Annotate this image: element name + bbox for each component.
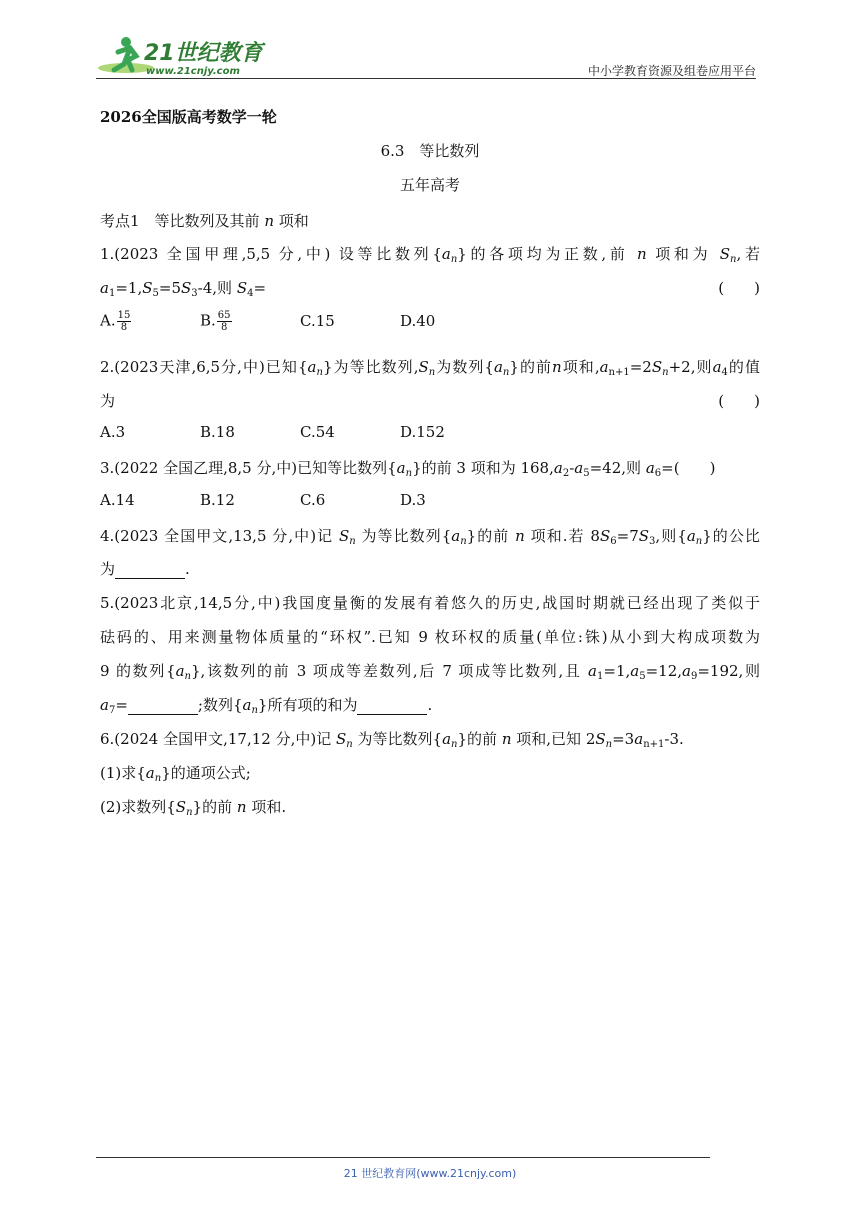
question-5-line-4: $a_7=$ ;数列$\{a_n\}$所有项的和为 . — [100, 696, 433, 716]
question-5-line-3: 9 的数列$\{a_n\}$,该数列的前 3 项成等差数列,后 7 项成等比数列,且 $a_1=1,a_5=12,a_9=192$,则 — [100, 662, 761, 682]
question-1-line-1: 1.(2023 全国甲理,5,5 分,中) 设等比数列$\{a_n\}$的各项均为正数,前 n 项和为 $S_n$,若 — [100, 245, 760, 265]
option-d: D.152 — [400, 423, 445, 441]
platform-name: 中小学教育资源及组卷应用平台 — [587, 64, 756, 78]
topic-heading: 考点1 等比数列及其前 n 项和 — [100, 212, 309, 230]
section-title: 6.3 等比数列 — [380, 142, 480, 160]
question-6-line-1: 6.(2024 全国甲文,17,12 分,中)记 $S_n$ 为等比数列$\{a_n\}$的前 n 项和,已知 $2S_n=3a_{n+1}-3$. — [100, 730, 684, 750]
question-5-line-1: 5.(2023北京,14,5分,中)我国度量衡的发展有着悠久的历史,战国时期就已经出现了类似于 — [100, 594, 760, 612]
question-6-part-1: (1)求$\{a_n\}$的通项公式; — [100, 764, 251, 784]
svg-text:21世纪教育: 21世纪教育 — [144, 41, 263, 66]
svg-text:www.21cnjy.com: www.21cnjy.com — [146, 66, 240, 77]
option-d: D.3 — [400, 491, 426, 509]
option-a: A. $\frac{15}{8}$ — [100, 310, 131, 333]
option-d: D.40 — [400, 311, 436, 330]
question-3-line-1: 3.(2022 全国乙理,8,5 分,中)已知等比数列$\{a_n\}$的前 3 项和为 $168,a_2-a_5=42$,则 $a_6=$( ) — [100, 459, 716, 479]
sub-title: 五年高考 — [399, 176, 460, 194]
question-4-line-1: 4.(2023 全国甲文,13,5 分,中)记 $S_n$ 为等比数列$\{a_n\}$的前 n 项和.若 $8S_6=7S_3$,则$\{a_n\}$的公比 — [100, 527, 760, 547]
document-title: 2026全国版高考数学一轮 — [100, 108, 277, 126]
option-b: B.12 — [200, 491, 235, 509]
question-4-line-2: 为 . — [100, 560, 190, 578]
question-6-part-2: (2)求数列$\{S_n\}$的前 n 项和. — [100, 798, 287, 818]
site-logo — [96, 34, 266, 78]
footer-divider — [96, 1157, 710, 1158]
option-c: C.54 — [300, 423, 335, 441]
answer-blank-2[interactable] — [357, 700, 427, 715]
footer-link[interactable]: 21 世纪教育网(www.21cnjy.com) — [343, 1167, 517, 1180]
option-c: C.15 — [300, 311, 335, 330]
question-2-options — [100, 423, 500, 441]
question-1-line-2: $a_1=1,S_5=5S_3-4$,则 $S_4=$ ( ) — [100, 279, 760, 299]
answer-blank-1[interactable] — [128, 700, 198, 715]
answer-paren: ( ) — [718, 279, 760, 297]
option-b: B.18 — [200, 423, 235, 441]
option-a: A.14 — [100, 491, 135, 509]
question-3-options — [100, 491, 500, 509]
answer-paren: ( ) — [718, 392, 760, 410]
question-5-line-2: 砝码的、用来测量物体质量的“环权”.已知 9 枚环权的质量(单位:铢)从小到大构成项数为 — [100, 628, 760, 646]
option-a: A.3 — [100, 423, 126, 441]
header-divider — [96, 78, 756, 79]
question-2-line-1: 2.(2023天津,6,5分,中)已知$\{a_n\}$为等比数列$,S_n$为数列$\{a_n\}$的前n项和$,a_{n+1}=2S_n+2$,则$a_4$的值 — [100, 358, 760, 378]
option-b: B. $\frac{65}{8}$ — [200, 310, 231, 333]
question-1-options — [100, 310, 500, 333]
question-2-line-2: 为 ( ) — [100, 392, 760, 410]
answer-blank[interactable] — [115, 564, 185, 579]
option-c: C.6 — [300, 491, 326, 509]
